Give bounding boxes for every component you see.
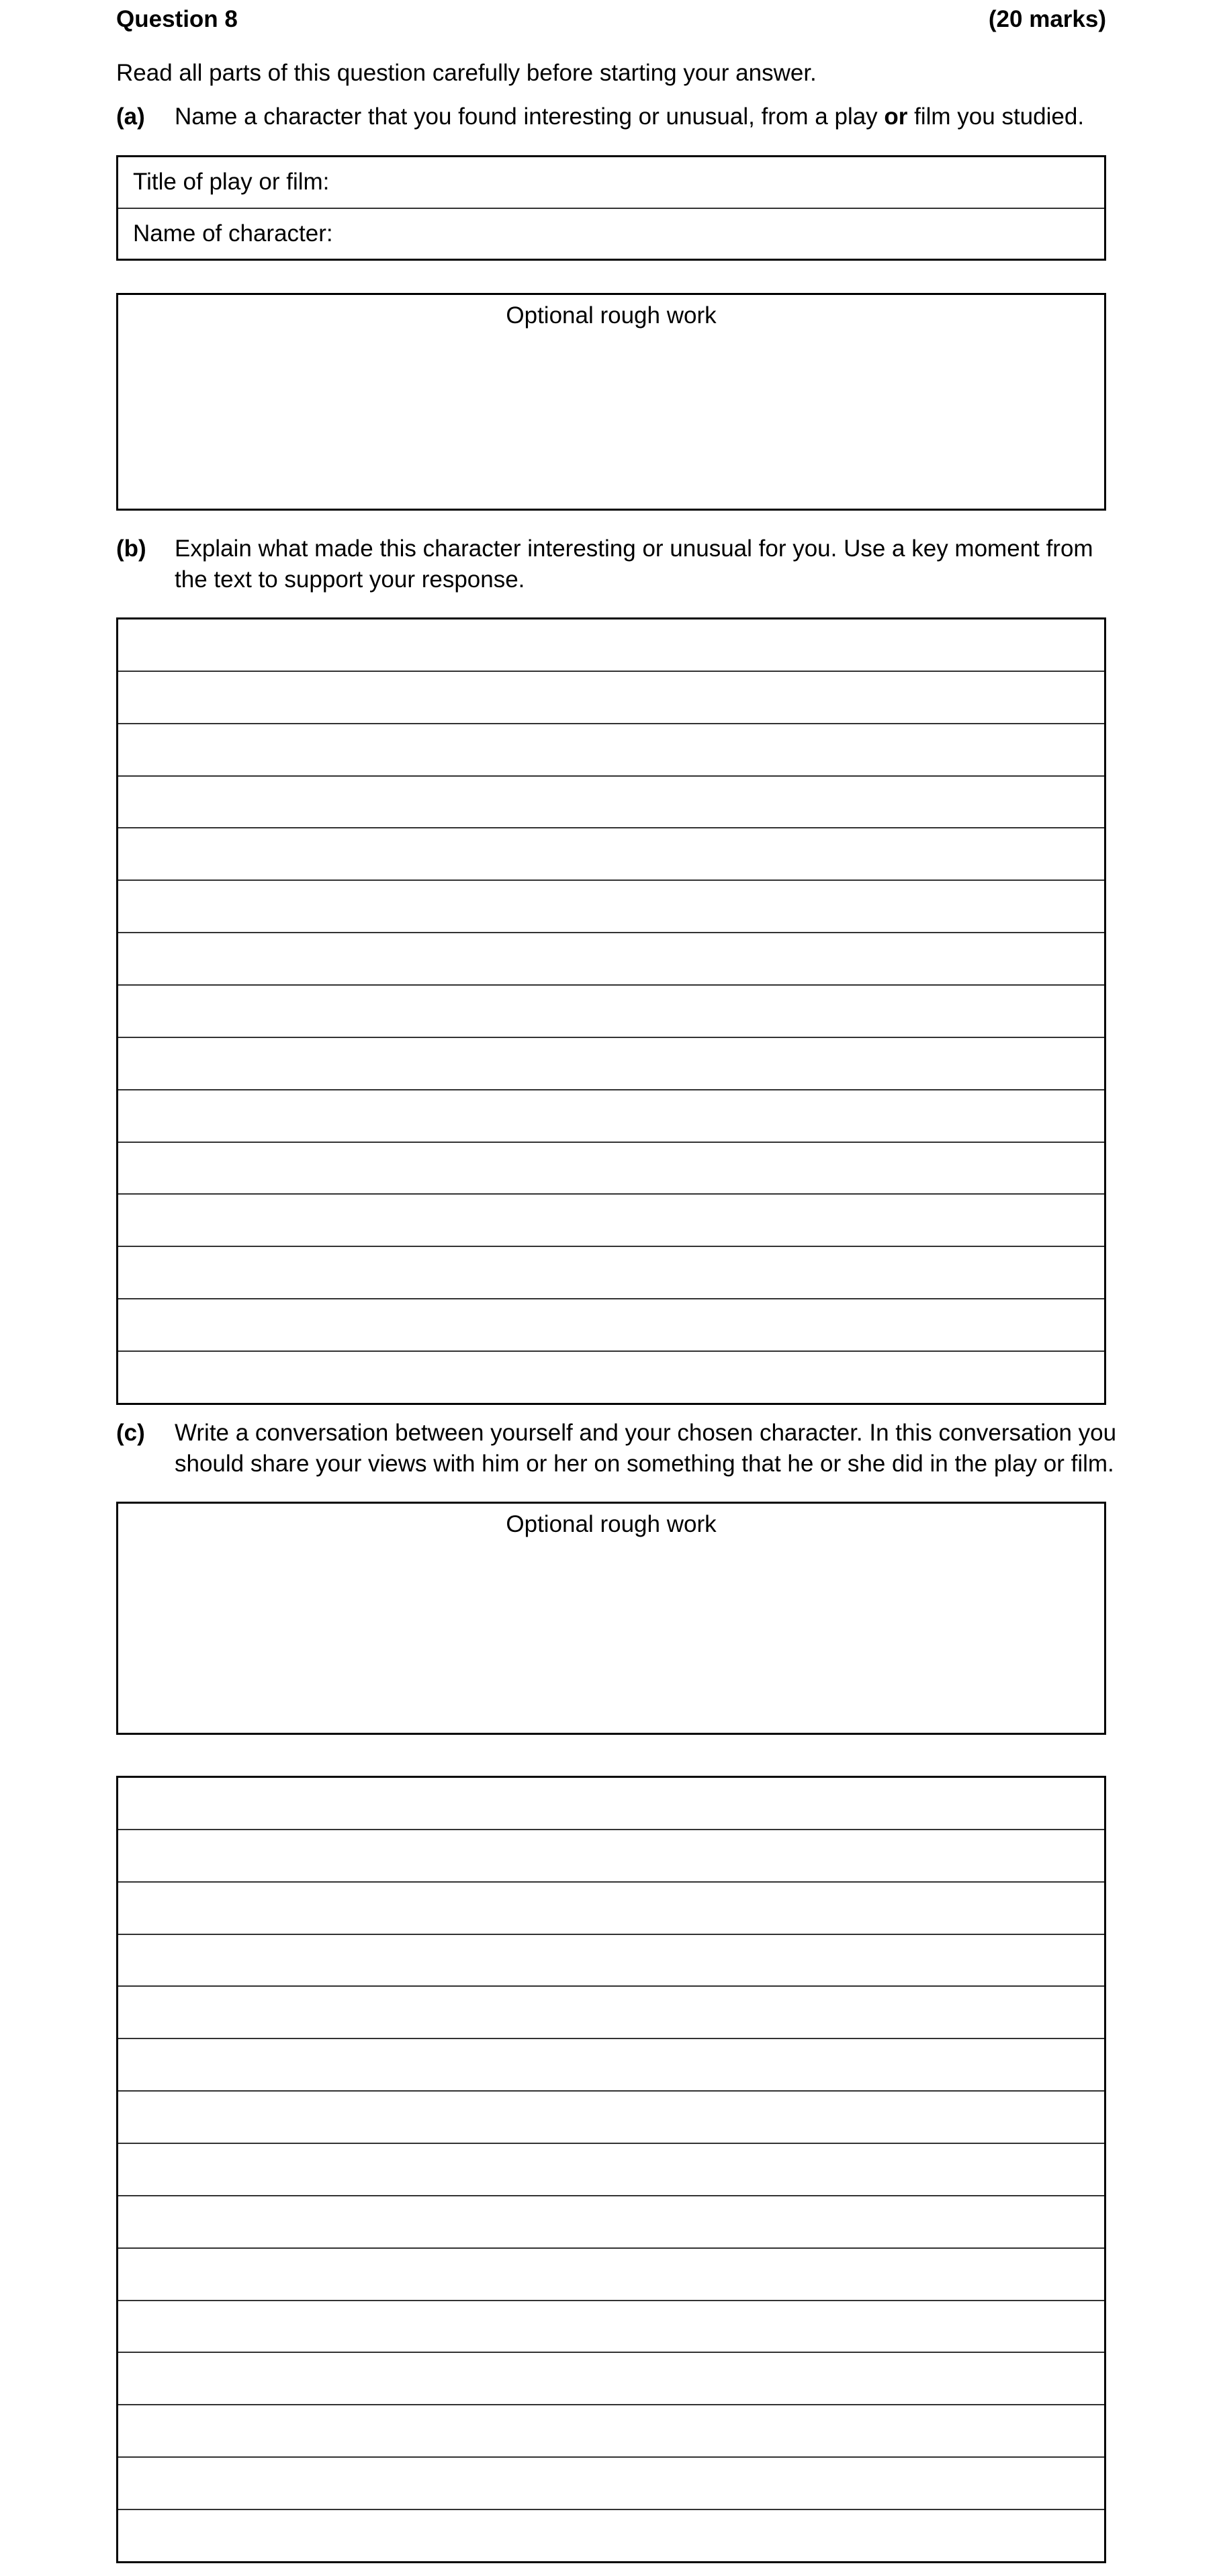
part-b-answer-line[interactable] bbox=[118, 827, 1104, 879]
part-b-answer-line[interactable] bbox=[118, 1193, 1104, 1246]
part-c-answer-line[interactable] bbox=[118, 1985, 1104, 2038]
part-c-answer-line[interactable] bbox=[118, 1881, 1104, 1934]
part-a-prompt-emphasis: or bbox=[884, 103, 908, 130]
part-b-answer-line[interactable] bbox=[118, 1246, 1104, 1298]
part-a-prompt bbox=[175, 101, 1084, 132]
part-b-answer-line[interactable] bbox=[118, 1298, 1104, 1350]
part-b-answer-line[interactable] bbox=[118, 1350, 1104, 1403]
part-c-answer-line[interactable] bbox=[118, 1778, 1104, 1829]
part-a-prompt-start: Name a character that you found interesting or unusual, from a play bbox=[175, 103, 885, 130]
rough-work-box-c[interactable] bbox=[116, 1502, 1106, 1735]
part-c-answer-line[interactable] bbox=[118, 2509, 1104, 2561]
part-c-answer-line[interactable] bbox=[118, 2195, 1104, 2247]
part-b-prompt-line1: Explain what made this character interesting or unusual for you. Use a key moment from bbox=[175, 535, 1093, 562]
part-b-label: (b) bbox=[116, 535, 146, 562]
part-b-answer-line[interactable] bbox=[118, 932, 1104, 984]
question-title: Question 8 bbox=[116, 6, 238, 32]
part-b-answer-line[interactable] bbox=[118, 984, 1104, 1037]
part-b-prompt-line2: the text to support your response. bbox=[175, 566, 525, 593]
part-b-answer-line[interactable] bbox=[118, 879, 1104, 932]
rough-work-title-a: Optional rough work bbox=[506, 302, 717, 329]
part-c-answer-line[interactable] bbox=[118, 2247, 1104, 2300]
marks-label: (20 marks) bbox=[988, 6, 1106, 32]
part-c-label: (c) bbox=[116, 1420, 145, 1446]
character-field-label: Name of character: bbox=[133, 220, 333, 247]
title-field-label: Title of play or film: bbox=[133, 169, 330, 196]
part-c-answer-line[interactable] bbox=[118, 2143, 1104, 2195]
answer-lines-box-b[interactable] bbox=[116, 617, 1106, 1405]
part-b-answer-line[interactable] bbox=[118, 619, 1104, 671]
part-a-fields-box bbox=[116, 155, 1106, 261]
part-c-answer-line[interactable] bbox=[118, 2352, 1104, 2404]
rough-work-title-c: Optional rough work bbox=[506, 1511, 717, 1537]
part-b-answer-line[interactable] bbox=[118, 775, 1104, 828]
part-b-answer-line[interactable] bbox=[118, 1089, 1104, 1142]
part-c-answer-line[interactable] bbox=[118, 1934, 1104, 1986]
part-c-answer-line[interactable] bbox=[118, 2456, 1104, 2509]
title-field-row[interactable] bbox=[118, 157, 1104, 208]
part-c-prompt-line2: should share your views with him or her on something that he or she did in the play or film. bbox=[175, 1451, 1114, 1477]
part-c-answer-line[interactable] bbox=[118, 2300, 1104, 2352]
part-c-prompt-line1: Write a conversation between yourself and your chosen character. In this conversation you bbox=[175, 1420, 1117, 1446]
part-c-answer-line[interactable] bbox=[118, 2090, 1104, 2143]
part-b-answer-line[interactable] bbox=[118, 1037, 1104, 1089]
answer-lines-box-c[interactable] bbox=[116, 1776, 1106, 2563]
part-a-label: (a) bbox=[116, 103, 145, 130]
character-field-row[interactable] bbox=[118, 208, 1104, 259]
part-b-answer-line[interactable] bbox=[118, 723, 1104, 775]
part-b-answer-line[interactable] bbox=[118, 671, 1104, 723]
part-c-answer-line[interactable] bbox=[118, 2038, 1104, 2090]
part-c-answer-line[interactable] bbox=[118, 1829, 1104, 1881]
rough-work-box-a[interactable] bbox=[116, 293, 1106, 511]
part-c-answer-line[interactable] bbox=[118, 2404, 1104, 2456]
instruction-text: Read all parts of this question carefully before starting your answer. bbox=[116, 60, 817, 86]
part-b-answer-line[interactable] bbox=[118, 1142, 1104, 1194]
part-a-prompt-end: film you studied. bbox=[907, 103, 1085, 130]
